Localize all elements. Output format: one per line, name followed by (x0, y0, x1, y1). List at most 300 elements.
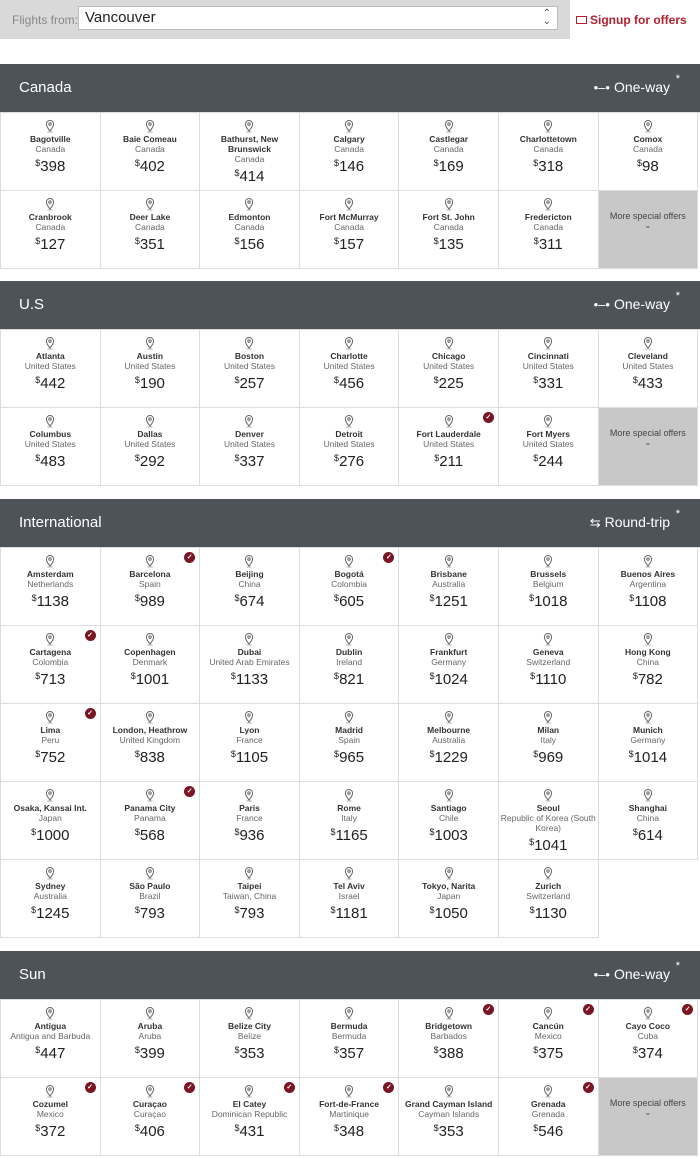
footnote-star: * (675, 73, 680, 85)
price-value: 157 (339, 236, 365, 253)
more-special-offers-button[interactable] (599, 408, 699, 486)
price-value: 348 (339, 1123, 365, 1140)
price-value: 211 (439, 453, 464, 470)
destination-card[interactable] (499, 704, 599, 782)
currency-symbol: $ (134, 905, 140, 915)
currency-symbol: $ (35, 375, 41, 385)
map-pin-icon (43, 336, 57, 350)
map-pin-icon (641, 554, 655, 568)
price-value: 399 (139, 1045, 165, 1062)
destination-price (599, 372, 698, 392)
trip-type (593, 290, 680, 312)
destination-city: Fort Myers (526, 429, 570, 439)
destination-city: Lyon (239, 725, 260, 735)
destination-city: Bagotville (29, 134, 71, 144)
currency-symbol: $ (334, 453, 340, 463)
price-value: 936 (239, 827, 265, 844)
destination-price (300, 450, 399, 470)
destination-card[interactable] (499, 1000, 599, 1078)
price-value: 146 (339, 158, 365, 175)
destination-card[interactable] (200, 113, 300, 191)
footnote-star: * (675, 508, 680, 520)
destination-card[interactable] (300, 408, 400, 486)
price-value: 838 (139, 749, 165, 766)
map-pin-icon (342, 632, 356, 646)
destination-card[interactable] (101, 330, 201, 408)
destination-card[interactable] (599, 626, 699, 704)
more-special-offers-button[interactable] (599, 1078, 699, 1156)
destination-city: Bridgetown (425, 1021, 473, 1031)
destination-card[interactable] (101, 626, 201, 704)
price-value: 357 (339, 1045, 365, 1062)
destination-price (1, 590, 100, 610)
price-value: 318 (538, 158, 564, 175)
destination-city: London, Heathrow (112, 725, 188, 735)
map-pin-icon (541, 866, 555, 880)
destination-country: Chile (438, 813, 459, 823)
destination-country: Belize (237, 1031, 262, 1041)
map-pin-icon (342, 336, 356, 350)
price-value: 276 (339, 453, 365, 470)
destination-card[interactable] (399, 408, 499, 486)
destination-country: Taiwan, China (222, 891, 277, 901)
destination-country: Japan (437, 891, 461, 901)
destination-country: Republic of Korea (South Korea) (500, 813, 596, 833)
special-offer-badge-icon: ✓ (85, 630, 96, 641)
destination-price (200, 372, 299, 392)
destination-card[interactable] (200, 1078, 300, 1156)
destination-price (1, 233, 100, 253)
destination-country: Mexico (534, 1031, 562, 1041)
destination-country: Canada (433, 222, 464, 232)
destination-card[interactable] (300, 113, 400, 191)
currency-symbol: $ (134, 236, 140, 246)
destination-card[interactable] (300, 782, 400, 860)
destination-card[interactable] (200, 330, 300, 408)
price-value: 1024 (434, 671, 468, 688)
map-pin-icon (442, 119, 456, 133)
map-pin-icon (342, 788, 356, 802)
destination-card[interactable] (499, 782, 599, 860)
destination-card[interactable] (200, 1000, 300, 1078)
destination-price (399, 746, 498, 766)
special-offer-badge-icon: ✓ (184, 552, 195, 563)
destination-city: Dublin (335, 647, 363, 657)
destination-card[interactable] (1, 860, 101, 938)
destination-price (1, 902, 100, 922)
price-value: 1050 (434, 905, 468, 922)
destination-price (300, 824, 399, 844)
destination-price (499, 155, 598, 175)
price-value: 190 (139, 375, 165, 392)
destination-country: Switzerland (526, 657, 571, 667)
price-value: 375 (538, 1045, 564, 1062)
destination-country: Mexico (36, 1109, 64, 1119)
destination-card[interactable] (1, 330, 101, 408)
destination-card[interactable] (101, 860, 201, 938)
price-value: 969 (538, 749, 564, 766)
destination-card[interactable] (599, 704, 699, 782)
destination-card[interactable] (1, 191, 101, 269)
destination-country: Australia (432, 735, 466, 745)
map-pin-icon (43, 866, 57, 880)
destination-card[interactable] (300, 191, 400, 269)
destination-card[interactable] (200, 626, 300, 704)
destination-city: Taipei (237, 881, 262, 891)
destination-city: Bogotá (334, 569, 364, 579)
more-special-offers-label: More special offers (609, 1098, 686, 1108)
price-value: 605 (339, 593, 365, 610)
price-value: 546 (538, 1123, 564, 1140)
destination-price (399, 233, 498, 253)
destination-city: Fredericton (524, 212, 572, 222)
destination-city: Cozumel (32, 1099, 68, 1109)
destination-price (599, 1042, 698, 1062)
currency-symbol: $ (134, 1045, 140, 1055)
top-bar (0, 0, 700, 56)
destination-card[interactable] (1, 626, 101, 704)
destination-price (101, 1042, 200, 1062)
map-pin-icon (143, 1006, 157, 1020)
destination-country: United States (223, 439, 275, 449)
destination-country: Switzerland (526, 891, 571, 901)
destination-price (300, 155, 399, 175)
map-pin-icon (541, 1006, 555, 1020)
currency-symbol: $ (234, 1123, 240, 1133)
section-1 (0, 281, 700, 486)
destination-price (499, 1120, 598, 1140)
special-offer-badge-icon: ✓ (184, 786, 195, 797)
price-value: 98 (642, 158, 659, 175)
map-pin-icon (242, 866, 256, 880)
one-way-icon: •–• (593, 297, 610, 312)
map-pin-icon (342, 1006, 356, 1020)
currency-symbol: $ (533, 236, 539, 246)
map-pin-icon (342, 866, 356, 880)
destination-price (599, 668, 698, 688)
destination-card[interactable] (300, 704, 400, 782)
destination-card[interactable] (399, 113, 499, 191)
destination-card[interactable] (101, 704, 201, 782)
price-value: 442 (40, 375, 66, 392)
destination-card[interactable] (300, 860, 400, 938)
destination-card[interactable] (499, 408, 599, 486)
chevron-down-icon: ⌄ (644, 438, 652, 447)
price-value: 674 (239, 593, 265, 610)
destination-country: United Arab Emirates (209, 657, 290, 667)
map-pin-icon (342, 414, 356, 428)
price-value: 1014 (633, 749, 668, 766)
destination-country: United States (124, 439, 176, 449)
map-pin-icon (541, 788, 555, 802)
currency-symbol: $ (530, 671, 536, 681)
destination-price (399, 590, 498, 610)
flights-from-label: Flights from: (12, 13, 79, 27)
currency-symbol: $ (533, 749, 539, 759)
destination-grid (0, 112, 700, 269)
map-pin-icon (242, 197, 256, 211)
destination-city: Copenhagen (124, 647, 176, 657)
destination-price (200, 824, 299, 844)
destination-city: Comox (633, 134, 663, 144)
destination-price (1, 1120, 100, 1140)
destination-card[interactable] (1, 1078, 101, 1156)
special-offer-badge-icon: ✓ (85, 708, 96, 719)
destination-card[interactable] (200, 191, 300, 269)
price-value: 782 (637, 671, 663, 688)
map-pin-icon (242, 336, 256, 350)
destination-city: Tel Aviv (333, 881, 365, 891)
destination-card[interactable] (101, 408, 201, 486)
destination-card[interactable] (399, 704, 499, 782)
currency-symbol: $ (529, 593, 535, 603)
price-value: 431 (239, 1123, 265, 1140)
destination-country: Canada (334, 144, 364, 154)
map-pin-icon (143, 197, 157, 211)
destination-price (399, 372, 498, 392)
currency-symbol: $ (31, 905, 37, 915)
destination-city: Geneva (532, 647, 564, 657)
destination-city: Cayo Coco (625, 1021, 671, 1031)
destination-card[interactable] (399, 191, 499, 269)
currency-symbol: $ (234, 168, 240, 178)
destination-price (1, 746, 100, 766)
destination-country: United States (323, 361, 375, 371)
destination-country: Denmark (132, 657, 168, 667)
price-value: 1251 (434, 593, 468, 610)
destination-card[interactable] (599, 113, 699, 191)
destination-city: Castlegar (429, 134, 469, 144)
destination-city: Fort McMurray (319, 212, 379, 222)
destination-city: Belize City (227, 1021, 271, 1031)
destination-card[interactable] (499, 626, 599, 704)
destination-card[interactable] (200, 548, 300, 626)
destination-card[interactable] (300, 1078, 400, 1156)
price-value: 311 (538, 236, 563, 253)
currency-symbol: $ (533, 1123, 539, 1133)
destination-card[interactable] (1, 782, 101, 860)
destination-country: Martinique (329, 1109, 369, 1119)
origin-value: Vancouver (85, 9, 156, 26)
destination-country: United States (24, 361, 76, 371)
currency-symbol: $ (433, 1045, 439, 1055)
destination-card[interactable] (101, 113, 201, 191)
destination-card[interactable] (499, 191, 599, 269)
destination-card[interactable] (599, 330, 699, 408)
destination-card[interactable] (499, 1078, 599, 1156)
destination-price (101, 746, 200, 766)
trip-type-label: Round-trip (604, 514, 670, 530)
map-pin-icon (641, 788, 655, 802)
destination-card[interactable] (1, 1000, 101, 1078)
special-offer-badge-icon: ✓ (583, 1082, 594, 1093)
currency-symbol: $ (35, 236, 41, 246)
destination-price (300, 233, 399, 253)
price-value: 752 (40, 749, 66, 766)
price-value: 1041 (534, 837, 568, 854)
destination-country: United States (522, 361, 574, 371)
special-offer-badge-icon: ✓ (483, 412, 494, 423)
map-pin-icon (641, 632, 655, 646)
destination-country: France (236, 735, 263, 745)
more-special-offers-label: More special offers (609, 211, 686, 221)
destination-country: United Kingdom (119, 735, 181, 745)
destination-price (200, 165, 299, 185)
destination-card[interactable] (200, 860, 300, 938)
special-offer-badge-icon: ✓ (583, 1004, 594, 1015)
price-value: 568 (139, 827, 165, 844)
destination-price (1, 824, 100, 844)
section-title: U.S (19, 296, 45, 313)
destination-card[interactable] (599, 1000, 699, 1078)
destination-price (499, 668, 598, 688)
section-0 (0, 64, 700, 269)
destination-card[interactable] (599, 548, 699, 626)
map-pin-icon (242, 632, 256, 646)
map-pin-icon (442, 336, 456, 350)
destination-country: Argentina (629, 579, 667, 589)
destination-card[interactable] (300, 330, 400, 408)
destination-city: Munich (632, 725, 663, 735)
price-value: 989 (139, 593, 165, 610)
destination-city: Melbourne (427, 725, 471, 735)
destination-city: Calgary (333, 134, 365, 144)
destination-card[interactable] (101, 191, 201, 269)
destination-card[interactable] (200, 782, 300, 860)
price-value: 713 (40, 671, 66, 688)
section-header (0, 64, 700, 112)
destination-country: United States (622, 361, 674, 371)
map-pin-icon (641, 336, 655, 350)
destination-price (499, 902, 598, 922)
destination-price (200, 450, 299, 470)
destination-card[interactable] (1, 704, 101, 782)
destination-card[interactable] (300, 626, 400, 704)
one-way-icon: •–• (593, 967, 610, 982)
destination-card[interactable] (1, 548, 101, 626)
destination-card[interactable] (101, 1078, 201, 1156)
map-pin-icon (242, 119, 256, 133)
destination-card[interactable] (101, 1000, 201, 1078)
destination-city: Cancún (532, 1021, 564, 1031)
destination-card[interactable] (1, 113, 101, 191)
destination-city: Fort Lauderdale (416, 429, 481, 439)
destination-price (599, 746, 698, 766)
map-pin-icon (143, 414, 157, 428)
destination-city: Columbus (29, 429, 72, 439)
currency-symbol: $ (130, 671, 136, 681)
price-value: 1105 (235, 749, 269, 766)
destination-card[interactable] (399, 330, 499, 408)
round-trip-icon: ⇆ (589, 515, 601, 530)
destination-card[interactable] (200, 704, 300, 782)
destination-card[interactable] (499, 548, 599, 626)
destination-card[interactable] (101, 548, 201, 626)
special-offer-badge-icon: ✓ (383, 552, 394, 563)
destination-card[interactable] (499, 860, 599, 938)
destination-card[interactable] (399, 548, 499, 626)
map-pin-icon (242, 554, 256, 568)
map-pin-icon (442, 1006, 456, 1020)
destination-country: Germany (431, 657, 467, 667)
one-way-icon: •–• (593, 80, 610, 95)
destination-country: Aruba (138, 1031, 162, 1041)
destination-card[interactable] (399, 782, 499, 860)
destination-price (101, 233, 200, 253)
destination-city: Santiago (430, 803, 467, 813)
destination-price (300, 590, 399, 610)
destination-country: Ireland (336, 657, 363, 667)
origin-select[interactable] (78, 6, 558, 30)
destination-card[interactable] (101, 782, 201, 860)
destination-price (499, 746, 598, 766)
destination-city: Beijing (235, 569, 264, 579)
destination-card[interactable] (300, 548, 400, 626)
destination-card[interactable] (499, 113, 599, 191)
price-value: 965 (339, 749, 365, 766)
map-pin-icon (541, 414, 555, 428)
destination-card[interactable] (200, 408, 300, 486)
map-pin-icon (242, 788, 256, 802)
destination-price (101, 590, 200, 610)
destination-card[interactable] (399, 626, 499, 704)
chevron-down-icon: ⌄ (644, 1108, 652, 1117)
price-value: 353 (438, 1123, 464, 1140)
destination-card[interactable] (300, 1000, 400, 1078)
destination-city: Fort St. John (422, 212, 475, 222)
signup-for-offers-link[interactable] (576, 13, 687, 27)
destination-card[interactable] (499, 330, 599, 408)
destination-card[interactable] (599, 782, 699, 860)
map-pin-icon (342, 1084, 356, 1098)
destination-city: Buenos Aires (620, 569, 676, 579)
destination-city: Shanghai (628, 803, 667, 813)
section-3 (0, 951, 700, 1156)
currency-symbol: $ (334, 593, 340, 603)
destination-price (399, 824, 498, 844)
destination-card[interactable] (1, 408, 101, 486)
price-value: 1229 (434, 749, 468, 766)
destination-city: Milan (537, 725, 560, 735)
destination-country: Canada (334, 222, 364, 232)
map-pin-icon (143, 710, 157, 724)
map-pin-icon (442, 197, 456, 211)
price-value: 388 (438, 1045, 464, 1062)
destination-city: Bathurst, New Brunswick (220, 134, 279, 154)
destination-card[interactable] (399, 1000, 499, 1078)
map-pin-icon (242, 414, 256, 428)
destination-country: Israel (338, 891, 360, 901)
destination-city: Dubai (237, 647, 262, 657)
destination-city: Barcelona (129, 569, 171, 579)
destination-card[interactable] (399, 860, 499, 938)
price-value: 1130 (534, 905, 567, 922)
destination-country: United States (323, 439, 375, 449)
map-pin-icon (641, 710, 655, 724)
more-special-offers-button[interactable] (599, 191, 699, 269)
currency-symbol: $ (334, 375, 340, 385)
destination-city: Frankfurt (430, 647, 468, 657)
destination-country: Canada (35, 144, 66, 154)
destination-price (1, 668, 100, 688)
destination-city: Rome (337, 803, 361, 813)
price-value: 406 (139, 1123, 165, 1140)
destination-card[interactable] (399, 1078, 499, 1156)
destination-country: Cayman Islands (418, 1109, 480, 1119)
destination-price (101, 902, 200, 922)
price-value: 447 (40, 1045, 66, 1062)
map-pin-icon (143, 336, 157, 350)
